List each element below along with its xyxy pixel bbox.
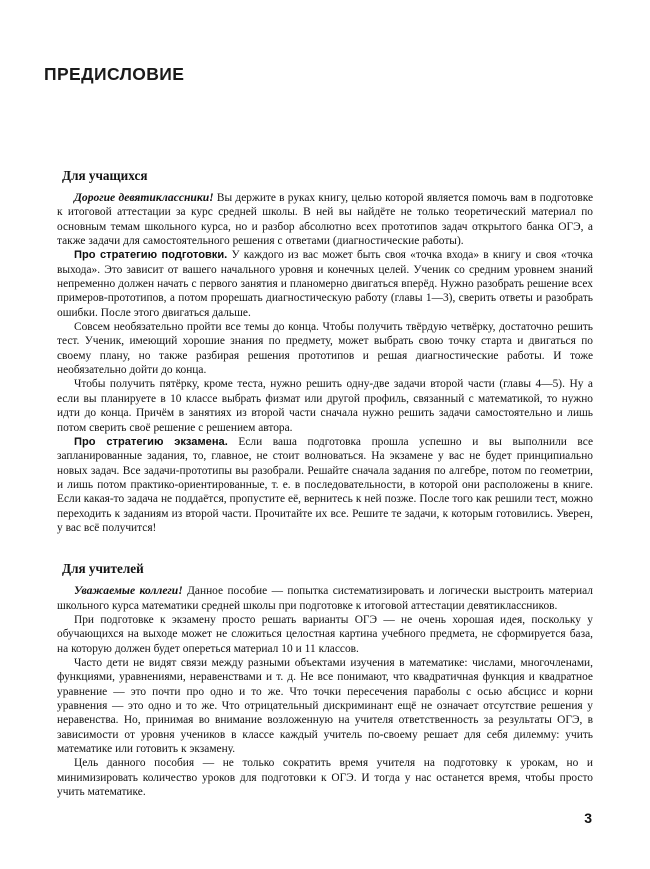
- document-section: [57, 168, 593, 535]
- paragraph-body: Вы держите в руках книгу, целью которой является помочь вам в подготовке к итоговой аттестации за курс средней школы. В ней вы найдёте не только теоретический материал по основным темам школьного курса, но и разбор абсолютно всех прототипов задач открытого банка ОГЭ, а также задачи для самостоятельного решения с ответами (диагностические работы).: [57, 192, 594, 248]
- paragraph: [57, 320, 593, 377]
- page-title: ПРЕДИСЛОВИЕ: [44, 63, 185, 84]
- paragraph-body: Если ваша подготовка прошла успешно и вы выполнили все запланированные задания, то, главное, не стоит волноваться. На экзамене у вас не будет принципиально новых задач. Все задачи-прототипы вы разобрали. Решайте сначала задания по алгебре, потом по геометрии, и лишь потом практико-ориентированные, т. е. в последовательности, в которой они расположены в книге. Если какая-то задача не поддаётся, пропустите её, вернитесь к ней позже. После того как решили тест, можно переходить к заданиям из второй части. Прочитайте их все. Решите те задачи, к которым готовились. Уверен, у вас всё получится!: [57, 435, 593, 534]
- paragraph: [57, 613, 593, 656]
- section-heading: Для учителей: [62, 561, 144, 577]
- paragraph: [57, 248, 593, 320]
- section-heading: Для учащихся: [62, 168, 148, 183]
- paragraph-body: Часто дети не видят связи между разными объектами изучения в математике: числами, многочленами, функциями, уравнениями, неравенствами и т. д. Не все понимают, что квадратичная функция и квадратное уравнение — это почти про одно и то же. Что точки пересечения параболы с осью абсцисс и корни уравнения — это одно и то же. Что отрицательный дискриминант ещё не означает отсутствие решения у неравенства. Но, принимая во внимание возложенную на учителя ответственность за результаты ОГЭ, в зависимости от уровня учеников в классе каждый учитель по-своему решает для себя дилемму: учить математике или готовить к экзамену.: [57, 656, 593, 756]
- paragraph-lead-in: Про стратегию подготовки.: [74, 249, 228, 262]
- document-section: [57, 561, 593, 799]
- paragraph-body: У каждого из вас может быть своя «точка входа» в книгу и своя «точка выхода». Это зависит от вашего начального уровня и конечных целей. Ученик со средним уровнем знаний непременно должен начать с первого занятия и планомерно двигаться вперёд. Нужно разобрать решение всех примеров-прототипов, а потом прорешать диагностическую работу (главы 1—3), сверить ответы и разобрать ошибки. После этого двигаться дальше.: [57, 249, 593, 319]
- page-number: 3: [584, 810, 592, 826]
- paragraph-lead-in: Уважаемые коллеги!: [74, 584, 183, 598]
- paragraph: [57, 756, 593, 799]
- paragraph-body: Чтобы получить пятёрку, кроме теста, нужно решить одну-две задачи второй части (главы 4—5). Ну а если вы планируете в 10 классе выбрать физмат или другой профиль, связанный с математикой, то нужно идти до конца. Причём в занятиях из второй части сначала нужно решить задачи самостоятельно и лишь потом сверить своё решение с решением автора.: [57, 378, 593, 434]
- paragraph-body: При подготовке к экзамену просто решать варианты ОГЭ — не очень хорошая идея, поскольку у обучающихся на выходе может не сложиться целостная картина учебного предмета, не сформируется база, на которую должен будет опереться материал 10 и 11 классов.: [57, 613, 593, 655]
- paragraph: [57, 377, 593, 434]
- text-column: [57, 168, 593, 799]
- paragraph: [57, 435, 593, 535]
- paragraph-body: Цель данного пособия — не только сократить время учителя на подготовку к урокам, но и минимизировать количество уроков для подготовки к ОГЭ. И тогда у нас останется время, чтобы просто учить математике.: [57, 757, 593, 799]
- paragraph-body: Совсем необязательно пройти все темы до конца. Чтобы получить твёрдую четвёрку, достаточно решить тест. Ученик, имеющий хорошие знания по предмету, может выбрать свою точку старта и двигаться по своему плану, но также разбирая решения прототипов и решая диагностические работы. И тоже необязательно дойти до конца.: [57, 321, 593, 377]
- paragraph: [57, 656, 593, 756]
- paragraph-lead-in: Про стратегию экзамена.: [74, 435, 228, 448]
- paragraph: [57, 584, 593, 613]
- paragraph: [57, 191, 593, 248]
- paragraph-body: Данное пособие — попытка систематизировать и логически выстроить материал школьного курса математики средней школы при подготовке к итоговой аттестации девятиклассников.: [57, 585, 593, 612]
- paragraph-lead-in: Дорогие девятиклассники!: [74, 191, 214, 204]
